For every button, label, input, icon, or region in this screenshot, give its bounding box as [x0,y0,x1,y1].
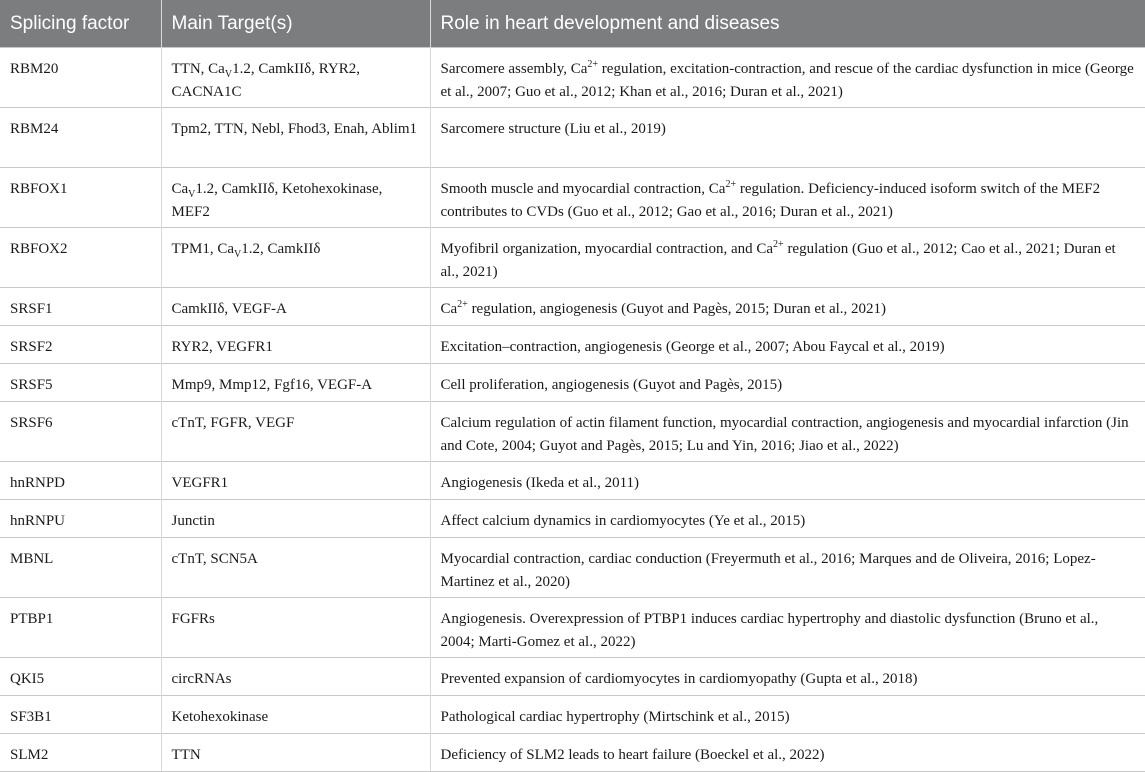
cell-main-targets: RYR2, VEGFR1 [161,326,430,364]
cell-splicing-factor: SRSF5 [0,364,161,402]
cell-main-targets: Tpm2, TTN, Nebl, Fhod3, Enah, Ablim1 [161,108,430,168]
cell-role: Myocardial contraction, cardiac conduction (Freyermuth et al., 2016; Marques and de Oliveira, 2016; Lopez-Martinez et al., 2020) [430,538,1145,598]
cell-role: Affect calcium dynamics in cardiomyocytes (Ye et al., 2015) [430,500,1145,538]
cell-role: Excitation–contraction, angiogenesis (George et al., 2007; Abou Faycal et al., 2019) [430,326,1145,364]
cell-role: Angiogenesis. Overexpression of PTBP1 induces cardiac hypertrophy and diastolic dysfunction (Bruno et al., 2004; Marti-Gomez et al., 2022) [430,598,1145,658]
header-splicing-factor: Splicing factor [0,0,161,48]
superscript: 2+ [587,59,599,70]
cell-splicing-factor: hnRNPU [0,500,161,538]
cell-splicing-factor: SLM2 [0,734,161,772]
cell-main-targets: FGFRs [161,598,430,658]
cell-splicing-factor: RBFOX1 [0,168,161,228]
table-row [0,658,1145,696]
cell-main-targets: Junctin [161,500,430,538]
cell-role: Prevented expansion of cardiomyocytes in cardiomyopathy (Gupta et al., 2018) [430,658,1145,696]
table-row [0,538,1145,598]
cell-splicing-factor: MBNL [0,538,161,598]
cell-splicing-factor: SF3B1 [0,696,161,734]
cell-main-targets: Ketohexokinase [161,696,430,734]
superscript: 2+ [725,179,737,190]
table-body [0,48,1145,772]
cell-main-targets: CamkIIδ, VEGF-A [161,288,430,326]
cell-main-targets: cTnT, SCN5A [161,538,430,598]
table-row [0,462,1145,500]
table-row [0,402,1145,462]
cell-role: Pathological cardiac hypertrophy (Mirtschink et al., 2015) [430,696,1145,734]
table-row [0,288,1145,326]
cell-main-targets: TTN, $Ca_V1.2$, CamkIIδ, RYR2, CACNA1C [161,48,430,108]
cell-role: $Ca^{2+}$ regulation, angiogenesis (Guyot and Pagès, 2015; Duran et al., 2021) [430,288,1145,326]
cell-splicing-factor: RBFOX2 [0,228,161,288]
cell-role: Sarcomere assembly, $Ca^{2+}$ regulation, excitation-contraction, and rescue of the cardiac dysfunction in mice (George et al., 2007; Guo et al., 2012; Khan et al., 2016; Duran et al., 2021) [430,48,1145,108]
table-row [0,228,1145,288]
table-row [0,734,1145,772]
subscript: V [224,69,233,80]
cell-main-targets: TTN [161,734,430,772]
cell-role: Sarcomere structure (Liu et al., 2019) [430,108,1145,168]
cell-main-targets: circRNAs [161,658,430,696]
cell-role: Angiogenesis (Ikeda et al., 2011) [430,462,1145,500]
cell-main-targets: TPM1, $Ca_V1.2$, CamkIIδ [161,228,430,288]
cell-role: Myofibril organization, myocardial contraction, and $Ca^{2+}$ regulation (Guo et al., 2012; Cao et al., 2021; Duran et al., 2021) [430,228,1145,288]
cell-splicing-factor: RBM24 [0,108,161,168]
cell-main-targets: $Ca_V1.2$, CamkIIδ, Ketohexokinase, MEF2 [161,168,430,228]
cell-splicing-factor: SRSF6 [0,402,161,462]
cell-splicing-factor: PTBP1 [0,598,161,658]
table-row [0,696,1145,734]
cell-main-targets: Mmp9, Mmp12, Fgf16, VEGF-A [161,364,430,402]
header-role: Role in heart development and diseases [430,0,1145,48]
table-row [0,364,1145,402]
subscript: V [188,189,196,200]
cell-role: Smooth muscle and myocardial contraction, $Ca^{2+}$ regulation. Deficiency-induced isoform switch of the MEF2 contributes to CVDs (Guo et al., 2012; Gao et al., 2016; Duran et al., 2021) [430,168,1145,228]
cell-splicing-factor: QKI5 [0,658,161,696]
cell-splicing-factor: RBM20 [0,48,161,108]
table-row [0,500,1145,538]
cell-main-targets: VEGFR1 [161,462,430,500]
cell-splicing-factor: SRSF1 [0,288,161,326]
header-main-targets: Main Target(s) [161,0,430,48]
cell-role: Cell proliferation, angiogenesis (Guyot and Pagès, 2015) [430,364,1145,402]
superscript: 2+ [457,299,468,310]
table-row [0,48,1145,108]
superscript: 2+ [773,239,784,250]
subscript: V [234,249,242,260]
table-row [0,598,1145,658]
cell-main-targets: cTnT, FGFR, VEGF [161,402,430,462]
table-row [0,108,1145,168]
header-row [0,0,1145,48]
table-header [0,0,1145,48]
table-row [0,168,1145,228]
cell-role: Deficiency of SLM2 leads to heart failure (Boeckel et al., 2022) [430,734,1145,772]
cell-splicing-factor: hnRNPD [0,462,161,500]
cell-role: Calcium regulation of actin filament function, myocardial contraction, angiogenesis and myocardial infarction (Jin and Cote, 2004; Guyot and Pagès, 2015; Lu and Yin, 2016; Jiao et al., 2022) [430,402,1145,462]
cell-splicing-factor: SRSF2 [0,326,161,364]
table-row [0,326,1145,364]
